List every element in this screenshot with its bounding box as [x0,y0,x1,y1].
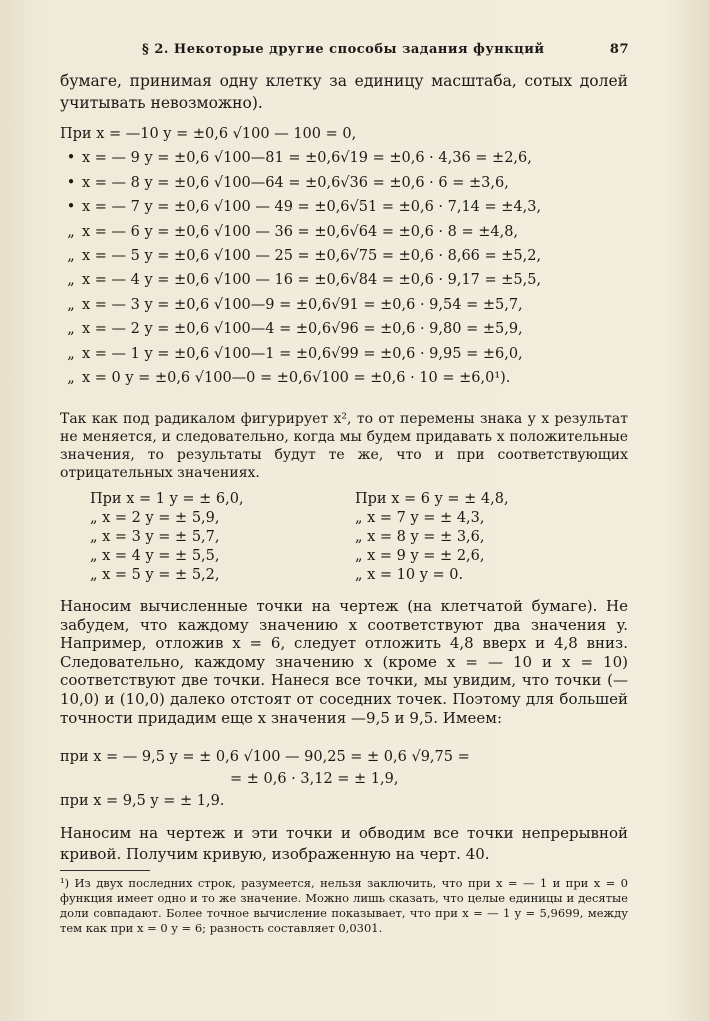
row-marker: „ [67,247,75,264]
extra-points-equations [60,746,628,812]
equation-line: = ± 0,6 · 3,12 = ± 1,9, [230,771,399,787]
calculation-text: x = 0 y = ±0,6 √100—0 = ±0,6√100 = ±0,6 · 10 = ±6,0¹). [82,369,511,386]
equation-line: при x = — 9,5 y = ± 0,6 √100 — 90,25 = ± 0,6 √9,75 = [60,749,470,765]
paragraph-symmetry-text: Так как под радикалом фигурирует x², то от перемены знака у x результат не меняется, и следовательно, когда мы будем придавать x положительные значения, то результаты будут те же, что и при соответствующих отрицательных значениях. [60,411,628,481]
footnote-divider [60,870,150,871]
calculation-row [60,195,628,219]
values-table-left-column [90,490,244,585]
calculation-row [60,220,628,244]
calculation-text: x = — 8 y = ±0,6 √100—64 = ±0,6√36 = ±0,6 · 6 = ±3,6, [82,174,509,191]
calculation-text: x = — 1 y = ±0,6 √100—1 = ±0,6√99 = ±0,6 · 9,95 = ±6,0, [82,345,523,362]
calculation-row [60,317,628,341]
row-marker: „ [67,321,75,338]
equation-line: при x = 9,5 y = ± 1,9. [60,793,225,809]
row-marker: • [66,174,76,191]
calculation-row [60,122,628,146]
intro-text: бумаге, принимая одну клетку за единицу масштаба, сотых долей учитывать невозможно). [60,72,628,112]
row-marker: • [66,150,76,167]
row-marker: „ [67,369,75,386]
calculation-text: x = — 7 y = ±0,6 √100 — 49 = ±0,6√51 = ±0,6 · 7,14 = ±4,3, [82,199,542,216]
row-marker: „ [67,223,75,240]
values-table-row: „ x = 5 y = ± 5,2, [90,567,220,583]
intro-paragraph [60,70,628,114]
paragraph-curve-text: Наносим на чертеж и эти точки и обводим все точки непрерывной кривой. Получим кривую, изображенную на черт. 40. [60,824,628,863]
page-header [60,42,629,64]
paragraph-plotting [60,597,628,727]
running-title: § 2. Некоторые другие способы задания функций [142,42,545,57]
paragraph-plotting-text: Наносим вычисленные точки на чертеж (на клетчатой бумаге). Не забудем, что каждому значению x соответствуют два значения y. Например, отложив x = 6, следует отложить 4,8 вверх и 4,8 вниз. Следовательно, каждому значению x (кроме x = — 10 и x = 10) соответствуют две точки. Нанеся все точки, мы увидим, что точки (— 10,0) и (10,0) далеко отстоят от соседних точек. Поэтому для большей точности придадим еще x значения —9,5 и 9,5. Имеем: [60,597,628,727]
calculation-row [60,268,628,292]
row-marker: „ [67,272,75,289]
calculation-row [60,244,628,268]
calculation-text: x = — 3 y = ±0,6 √100—9 = ±0,6√91 = ±0,6 · 9,54 = ±5,7, [82,296,523,313]
values-table-right-column [355,490,509,585]
values-table-row: „ x = 9 y = ± 2,6, [355,548,485,564]
calculation-text: x = — 6 y = ±0,6 √100 — 36 = ±0,6√64 = ±0,6 · 8 = ±4,8, [82,223,519,240]
row-marker: • [66,199,76,216]
footnote-text: ¹) Из двух последних строк, разумеется, нельзя заключить, что при x = — 1 и при x = 0 функция имеет одно и то же значение. Можно лишь сказать, что целые единицы и десятые доли совпадают. Более точное вычисление показывает, что при x = — 1 y = 5,9699, между тем как при x = 0 y = 6; разность составляет 0,0301. [60,876,628,935]
calculation-text: x = — 9 y = ±0,6 √100—81 = ±0,6√19 = ±0,6 · 4,36 = ±2,6, [82,150,532,167]
page-number: 87 [609,42,629,57]
calculation-text: x = — 5 y = ±0,6 √100 — 25 = ±0,6√75 = ±0,6 · 8,66 = ±5,2, [82,247,542,264]
calculation-text: x = — 2 y = ±0,6 √100—4 = ±0,6√96 = ±0,6 · 9,80 = ±5,9, [82,321,523,338]
calculation-row [60,171,628,195]
calculation-text: При x = —10 y = ±0,6 √100 — 100 = 0, [60,126,357,142]
values-table-row: „ x = 2 y = ± 5,9, [90,510,220,526]
calculation-list [60,122,628,390]
calculation-row [60,146,628,170]
calculation-row [60,293,628,317]
values-table-row: „ x = 10 y = 0. [355,567,464,583]
row-marker: „ [67,345,75,362]
values-table-row: „ x = 3 y = ± 5,7, [90,529,220,545]
calculation-text: x = — 4 y = ±0,6 √100 — 16 = ±0,6√84 = ±0,6 · 9,17 = ±5,5, [82,272,542,289]
paragraph-curve [60,823,628,865]
values-table-row: „ x = 7 y = ± 4,3, [355,510,485,526]
values-table-row: „ x = 4 y = ± 5,5, [90,548,220,564]
values-table-row: „ x = 8 y = ± 3,6, [355,529,485,545]
paragraph-symmetry [60,410,628,482]
calculation-row [60,366,628,390]
values-table-row: При x = 1 y = ± 6,0, [90,491,244,507]
values-table-row: При x = 6 y = ± 4,8, [355,491,509,507]
footnote [60,876,628,936]
calculation-row [60,342,628,366]
row-marker: „ [67,296,75,313]
